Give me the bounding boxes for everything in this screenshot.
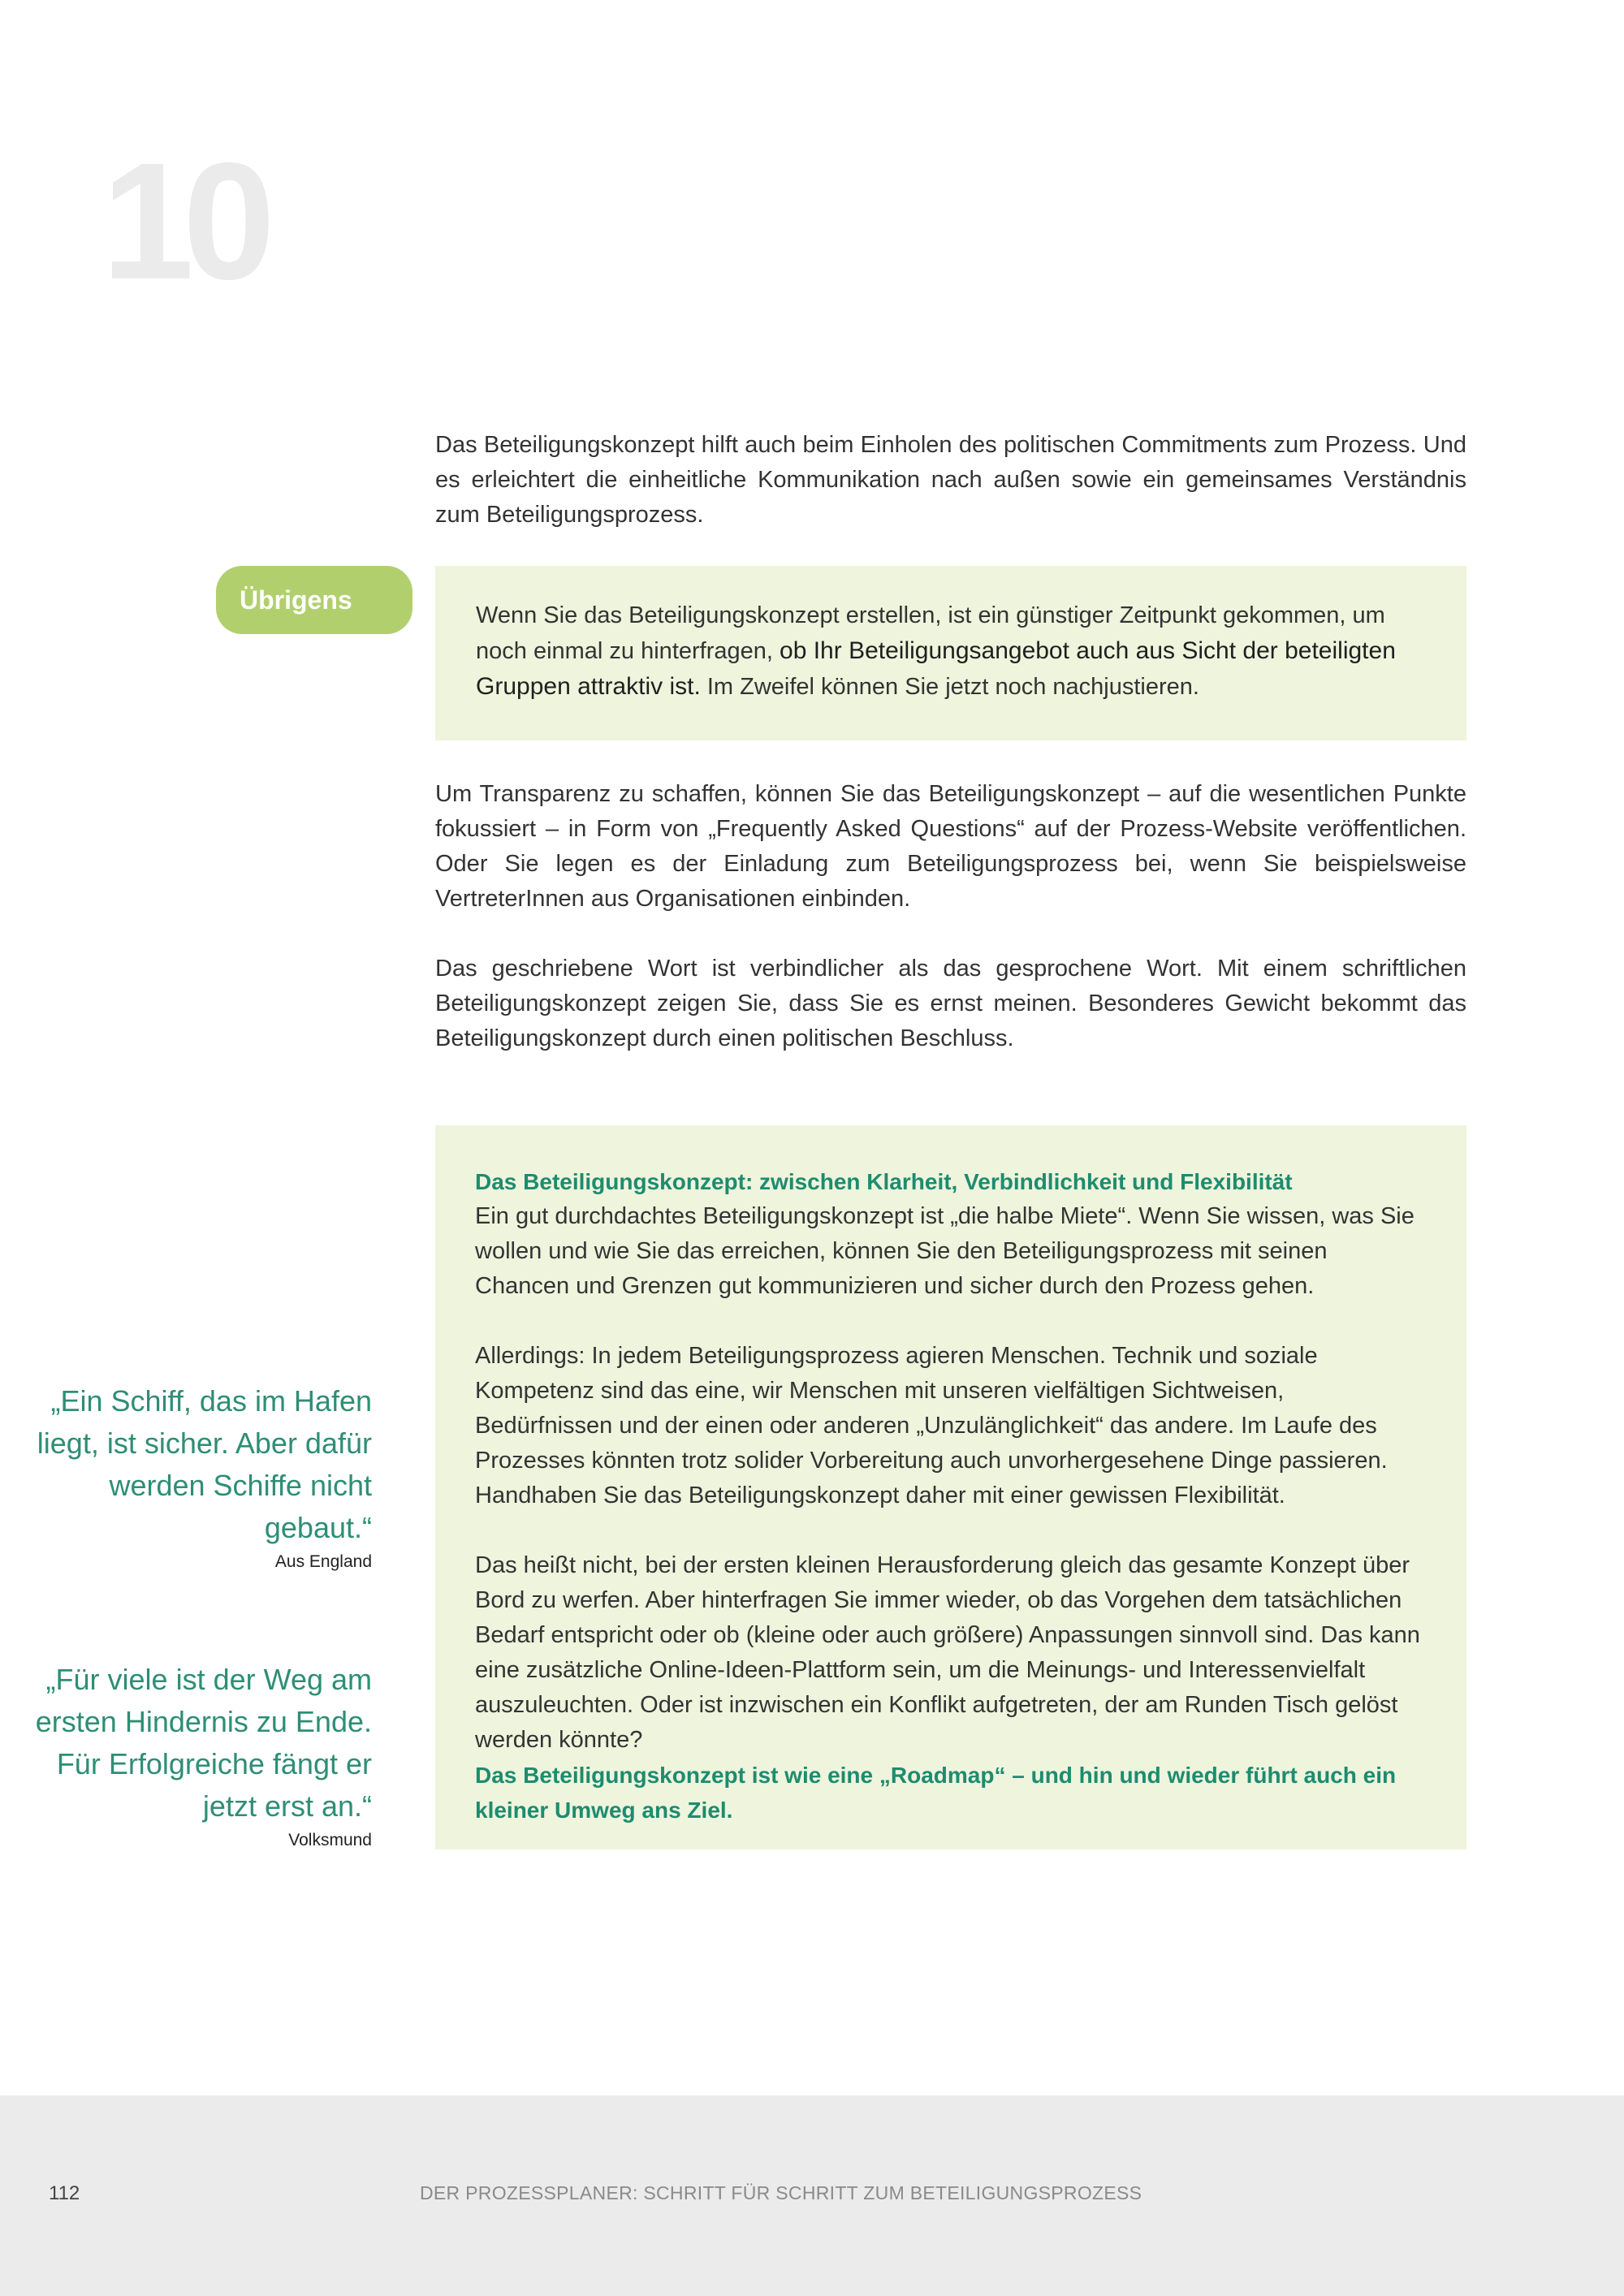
transparency-paragraph: Um Transparenz zu schaffen, können Sie das Beteiligungskonzept – auf die wesentlichen Punkte fokussiert – in Form von „Frequently Asked Questions“ auf der Prozess-Website veröffentlichen. Oder Sie legen es der Einladung zum Beteiligungsprozess bei, wenn Sie beispielsweise VertreterInnen aus Organisationen einbinden. xyxy=(435,781,1466,912)
info-box xyxy=(435,1125,1466,1849)
info-box-paragraph: Allerdings: In jedem Beteiligungsprozess agieren Menschen. Technik und soziale Kompetenz sind das eine, wir Menschen mit unseren vielfältigen Sichtweisen, Bedürfnissen und der einen oder anderen „Unzulänglichkeit“ das andere. Im Laufe des Prozesses könnten trotz solider Vorbereitung auch unvorhergesehene Dinge passieren. Handhaben Sie das Beteiligungskonzept daher mit einer gewissen Flexibilität. xyxy=(475,1343,1388,1508)
quote-source: Volksmund xyxy=(288,1831,372,1849)
page-number: 112 xyxy=(49,2182,80,2204)
written-word-paragraph: Das geschriebene Wort ist verbindlicher als das gesprochene Wort. Mit einem schriftlichen Beteiligungskonzept zeigen Sie, dass Sie es ernst meinen. Besonderes Gewicht bekommt das Beteiligungskonzept durch einen politischen Beschluss. xyxy=(435,956,1466,1051)
margin-quote xyxy=(31,1380,372,1574)
note-text-intro: Wenn Sie das Beteiligungskonzept erstellen, ist ein günstiger Zeitpunkt gekommen, um noch einmal zu hinterfragen, xyxy=(476,602,1385,664)
note-box xyxy=(435,566,1466,740)
uebrigens-label: Übrigens xyxy=(240,585,352,615)
page-footer xyxy=(0,2095,1624,2296)
note-text-outro: Im Zweifel können Sie jetzt noch nachjustieren. xyxy=(706,674,1199,700)
chapter-number: 10 xyxy=(102,128,265,314)
quote-text: „Für viele ist der Weg am ersten Hindernis zu Ende. Für Erfolgreiche fängt er jetzt erst an.“ xyxy=(35,1663,372,1823)
intro-paragraph: Das Beteiligungskonzept hilft auch beim Einholen des politischen Commitments zum Prozess. Und es erleichtert die einheitliche Kommunikation nach außen sowie ein gemeinsames Verständnis zum Beteiligungsprozess. xyxy=(435,432,1466,528)
quote-text: „Ein Schiff, das im Hafen liegt, ist sicher. Aber dafür werden Schiffe nicht gebaut.“ xyxy=(37,1384,372,1544)
info-box-heading: Das Beteiligungskonzept: zwischen Klarheit, Verbindlichkeit und Flexibilität xyxy=(475,1169,1293,1194)
info-box-paragraph: Ein gut durchdachtes Beteiligungskonzept ist „die halbe Miete“. Wenn Sie wissen, was Sie wollen und wie Sie das erreichen, können Sie den Beteiligungsprozess mit seinen Chancen und Grenzen gut kommunizieren und sicher durch den Prozess gehen. xyxy=(475,1203,1415,1299)
margin-quote xyxy=(31,1659,372,1853)
note-text-highlight: ob Ihr Beteiligungsangebot auch aus Sicht der beteiligten Gruppen attraktiv ist. xyxy=(476,637,1396,700)
quote-source: Aus England xyxy=(274,1552,372,1571)
running-title: DER PROZESSPLANER: SCHRITT FÜR SCHRITT ZUM BETEILIGUNGSPROZESS xyxy=(420,2182,1142,2203)
uebrigens-bubble xyxy=(216,566,412,634)
info-box-paragraph: Das heißt nicht, bei der ersten kleinen Herausforderung gleich das gesamte Konzept über Bord zu werfen. Aber hinterfragen Sie immer wieder, ob das Vorgehen dem tatsächlichen Bedarf entspricht oder ob (kleine oder auch größere) Anpassungen sinnvoll sind. Das kann eine zusätzliche Online-Ideen-Plattform sein, um die Meinungs- und Interessenvielfalt auszuleuchten. Oder ist inzwischen ein Konflikt aufgetreten, der am Runden Tisch gelöst werden könnte? xyxy=(475,1552,1420,1753)
info-box-closing: Das Beteiligungskonzept ist wie eine „Roadmap“ – und hin und wieder führt auch ein kleiner Umweg ans Ziel. xyxy=(475,1763,1397,1823)
